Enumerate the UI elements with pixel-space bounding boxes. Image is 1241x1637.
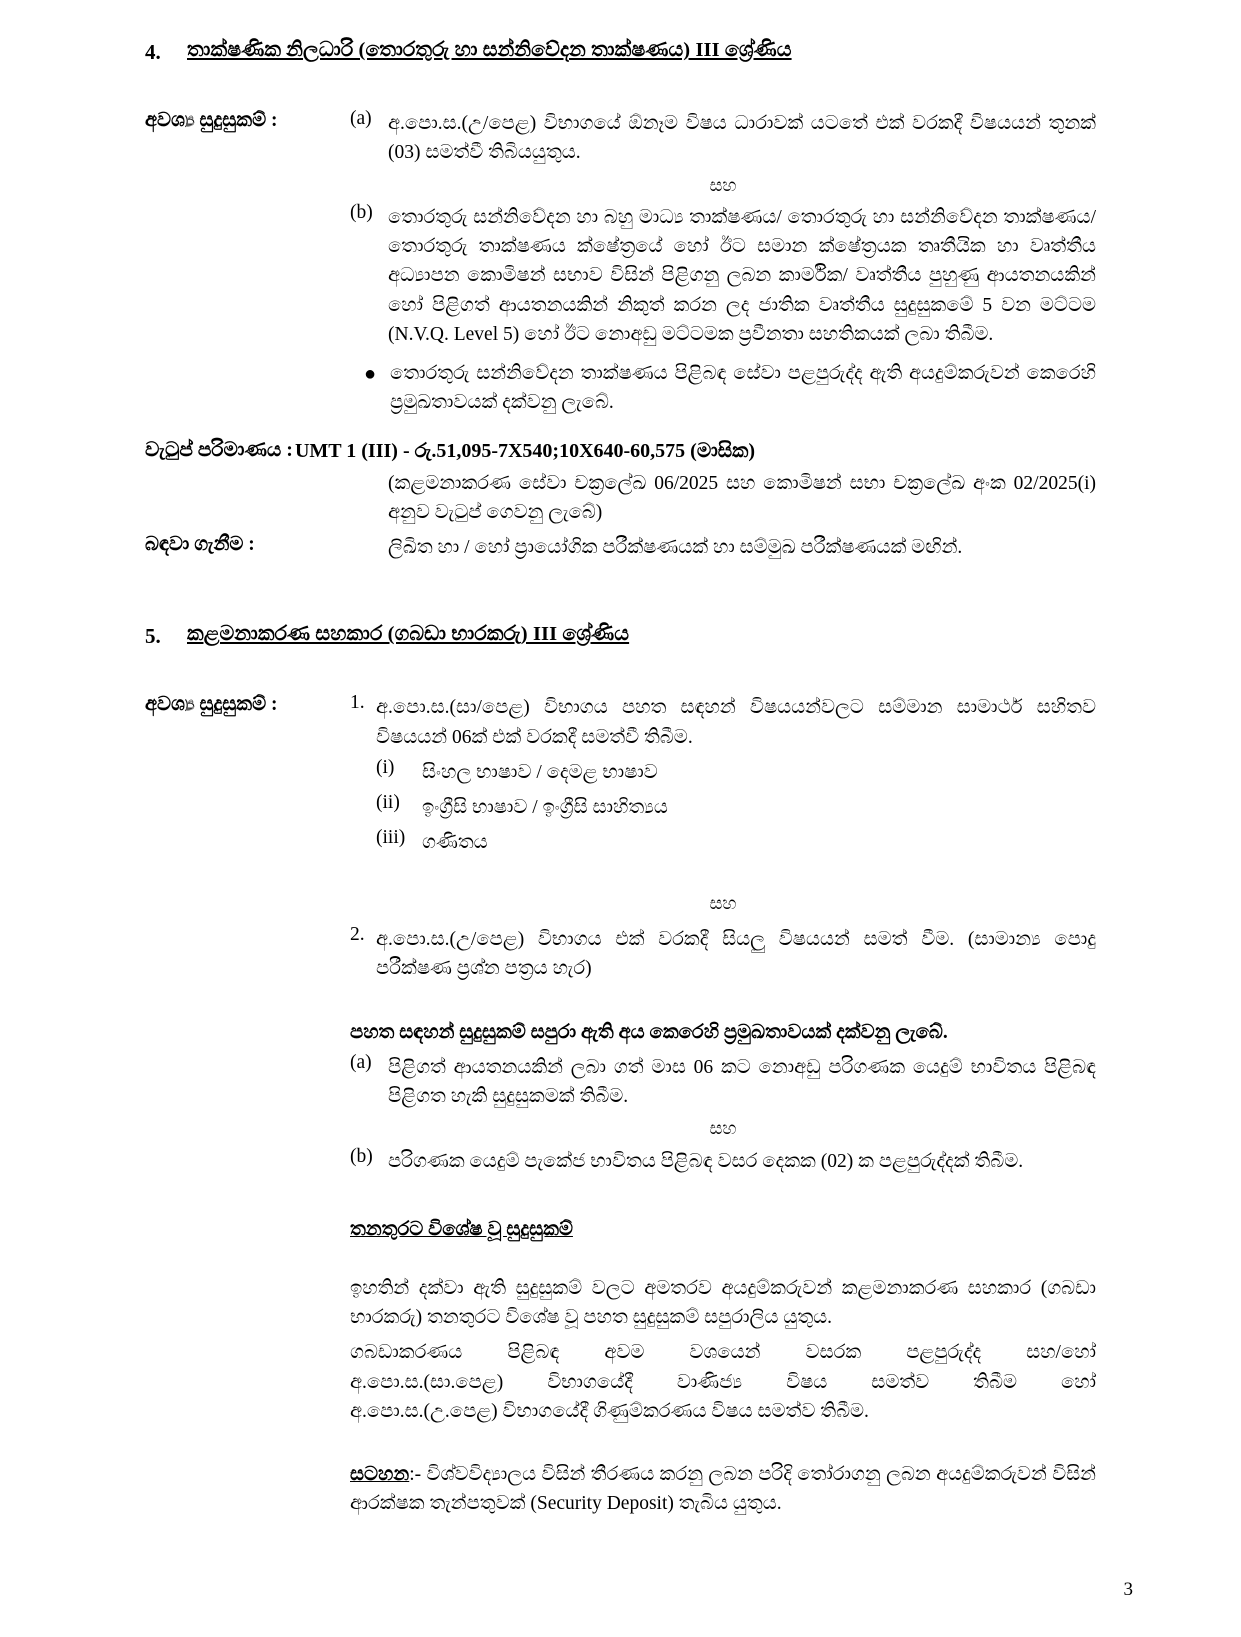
section-5-qualification-row-2 bbox=[145, 925, 1096, 984]
bullet-icon: ● bbox=[363, 363, 377, 386]
section-4-salary-row bbox=[145, 440, 1096, 463]
section-5-subitem-row-iii bbox=[145, 828, 1096, 857]
section-4-number: 4. bbox=[145, 40, 161, 64]
section-4-salary-label: වැටුප් පරිමාණය : bbox=[145, 438, 293, 461]
section-5-priority-b-marker: (b) bbox=[350, 1145, 373, 1167]
section-4-heading bbox=[145, 40, 1096, 65]
footnote-label: සටහන bbox=[350, 1464, 410, 1486]
section-5-item-2-marker: 2. bbox=[350, 924, 365, 946]
section-5-title: කළමනාකරණ සහකාර (ගබඩා භාරකරු) III ශ්‍රේණිය bbox=[187, 623, 630, 646]
section-4-recruitment-label: බඳවා ගැනීම : bbox=[145, 534, 255, 556]
section-4-item-b-marker: (b) bbox=[350, 201, 373, 223]
section-5-special-paragraph: ඉහතින් දක්වා ඇති සුදුසුකම් වලට අමතරව අයදුම්කරුවන් කළමනාකරණ සහකාර (ගබඩා භාරකරු) තනතුරට විශේෂ වූ පහත සුදුසුකම් සපුරාලිය යුතුය. bbox=[350, 1277, 1096, 1329]
section-5-heading bbox=[145, 624, 1096, 649]
section-5-priority-row-b bbox=[145, 1147, 1096, 1176]
section-5-priority-conjunction: සහ bbox=[709, 1118, 737, 1139]
section-4-qualifications-label: අවශ්‍ය සුදුසුකම් : bbox=[145, 110, 278, 131]
section-4-recruitment-value: ලිඛිත හා / හෝ ප්‍රායෝගික පරීක්ෂණයක් හා සම්මුඛ පරීක්ෂණයක් මඟින්. bbox=[388, 537, 963, 559]
section-5-number: 5. bbox=[145, 624, 161, 649]
footnote-text: :- විශ්වවිද්‍යාලය විසින් තීරණය කරනු ලබන පරිදි තෝරාගනු ලබන අයදුම්කරුවන් විසින් ආරක්ෂක තැන්පතුවක් (Security Deposit) තැබිය යුතුය. bbox=[350, 1464, 1096, 1515]
section-4-recruitment-row bbox=[145, 533, 1096, 562]
section-5-conjunction-row bbox=[145, 892, 1096, 915]
section-5-special-heading: තනතුරට විශේෂ වූ සුදුසුකම් bbox=[350, 1218, 573, 1240]
section-5-special-line-2: අ.පො.ස.(සා.පෙළ) විභාගයේදී වාණිජ්‍ය විෂය සමත්ව තිබීම හෝ bbox=[350, 1371, 1096, 1393]
section-4-item-b-text: තොරතුරු සන්නිවේදන හා බහු මාධ්‍ය තාක්ෂණය/ තොරතුරු හා සන්නිවේදන තාක්ෂණය/ තොරතුරු තාක්ෂණය ක්ෂේත්‍රයේ හෝ ඊට සමාන ක්ෂේත්‍රයක තෘතීයික හා වෘත්තීය අධ්‍යාපන කොමිෂන් සභාව විසින් පිළිගනු ලබන කාර්මික/ වෘත්තීය පුහුණු ආයතනයකින් හෝ පිළිගත් ආයතනයකින් නිකුත් කරන ලද ජාතික වෘත්තීය සුදුසුකමේ 5 වන මට්ටම (N.V.Q. Level 5) හෝ ඊට නොඅඩු මට්ටමක ප්‍රවීනතා සහතිකයක් ලබා තිබීම. bbox=[388, 206, 1096, 345]
section-5-priority-b-text: පරිගණක යෙදුම් පැකේජ භාවිතය පිළිබඳ වසර දෙකක (02) ක පළපුරුද්දක් තිබීම. bbox=[388, 1150, 1024, 1172]
page-number: 3 bbox=[1123, 1579, 1133, 1600]
section-5-special-paragraph-row bbox=[145, 1274, 1096, 1333]
section-4-salary-note-row bbox=[145, 469, 1096, 528]
section-4-item-a-text: අ.පො.ස.(උ/පෙළ) විභාගයේ ඕනෑම විෂය ධාරාවක් යටතේ එක් වරකදී විෂයයන් තුනක් (03) සමත්වී තිබියයුතුය. bbox=[388, 113, 1096, 164]
section-5-conjunction: සහ bbox=[709, 892, 737, 913]
section-4-qualification-row-a bbox=[145, 109, 1096, 168]
section-4-qualification-row-b bbox=[145, 203, 1096, 349]
section-5-priority-note: පහත සඳහන් සුදුසුකම් සපුරා ඇති අය කෙරෙහි ප්‍රමුඛතාවයක් දක්වනු ලැබේ. bbox=[350, 1021, 948, 1043]
section-4-item-a-marker: (a) bbox=[350, 108, 372, 129]
section-5-priority-a-marker: (a) bbox=[350, 1051, 372, 1073]
section-4-title: තාක්ෂණික නිලධාරි (තොරතුරු හා සන්නිවේදන තාක්ෂණය) III ශ්‍රේණිය bbox=[187, 39, 792, 61]
section-4-salary-note: (කළමනාකරණ සේවා චක්‍රලේඛ 06/2025 සහ කොමිෂන් සභා චක්‍රලේඛ අංක 02/2025(i) අනුව වැටුප් ගෙවනු ලැබේ) bbox=[388, 472, 1096, 523]
section-5-special-line-1: ගබඩාකරණය පිළිබඳ අවම වශයෙන් වසරක පළපුරුද්ද සහ/හෝ bbox=[350, 1342, 1096, 1364]
section-5-item-1-marker: 1. bbox=[350, 692, 365, 714]
section-5-footnote-row bbox=[145, 1460, 1096, 1519]
section-5-special-line-2-row bbox=[145, 1368, 1096, 1397]
section-5-priority-conjunction-row bbox=[145, 1117, 1096, 1140]
section-5-special-line-3-row bbox=[145, 1397, 1096, 1426]
section-5-subitem-iii-text: ගණිතය bbox=[422, 832, 488, 854]
section-5-item-1-text: අ.පො.ස.(සා/පෙළ) විභාගය පහත සඳහන් විෂයයන්වලට සම්මාන සාමාර්ථ සහිතව විෂයයන් 06ක් එක් වරකදී සමත්වී තිබීම. bbox=[376, 697, 1096, 748]
section-4-bullet-row bbox=[145, 359, 1096, 418]
section-4-salary-value: UMT 1 (III) - රු.51,095-7X540;10X640-60,575 (මාසික) bbox=[294, 439, 756, 462]
section-5-subitem-i-text: සිංහල භාෂාව / දෙමළ භාෂාව bbox=[422, 761, 658, 783]
section-5-special-heading-row bbox=[145, 1220, 1096, 1240]
section-5-special-line-1-row bbox=[145, 1338, 1096, 1367]
section-5-qualification-row-1 bbox=[145, 693, 1096, 752]
section-5-subitem-iii-marker: (iii) bbox=[376, 827, 406, 849]
section-5-item-2-text: අ.පො.ස.(උ/පෙළ) විභාගය එක් වරකදී සියලු විෂයයන් සමත් වීම. (සාමාන්‍ය පොදු පරීක්ෂණ ප්‍රශ්න පත්‍රය හැර) bbox=[376, 929, 1096, 980]
section-4-bullet-text: තොරතුරු සන්නිවේදන තාක්ෂණය පිළිබඳ සේවා පළපුරුද්ද ඇති අයදුම්කරුවන් කෙරෙහි ප්‍රමුඛතාවයක් දක්වනු ලැබේ. bbox=[390, 363, 1096, 414]
section-5-priority-row-a bbox=[145, 1053, 1096, 1112]
section-5-qualifications-label: අවශ්‍ය සුදුසුකම් : bbox=[145, 694, 278, 716]
section-5-subitem-i-marker: (i) bbox=[376, 756, 395, 778]
section-5-subitem-row-ii bbox=[145, 793, 1096, 822]
section-5-subitem-row-i bbox=[145, 758, 1096, 787]
section-5-subitem-ii-text: ඉංග්‍රීසි භාෂාව / ඉංග්‍රීසි සාහිත්‍යය bbox=[422, 797, 668, 819]
section-4-conjunction-row bbox=[145, 174, 1096, 197]
section-4 bbox=[145, 40, 1096, 562]
section-5 bbox=[145, 624, 1096, 1518]
section-4-conjunction: සහ bbox=[709, 174, 737, 195]
section-5-priority-a-text: පිළිගත් ආයතනයකින් ලබා ගත් මාස 06 කට නොඅඩු පරිගණක යෙදුම් භාවිතය පිළිබඳ පිළිගත හැකි සුදුසුකමක් තිබීම. bbox=[388, 1056, 1096, 1108]
section-5-subitem-ii-marker: (ii) bbox=[376, 792, 400, 814]
section-5-special-line-3: අ.පො.ස.(උ.පෙළ) විභාගයේදී ගිණුම්කරණය විෂය සමත්ව තිබීම. bbox=[350, 1400, 869, 1422]
section-5-priority-note-row bbox=[145, 1018, 1096, 1047]
